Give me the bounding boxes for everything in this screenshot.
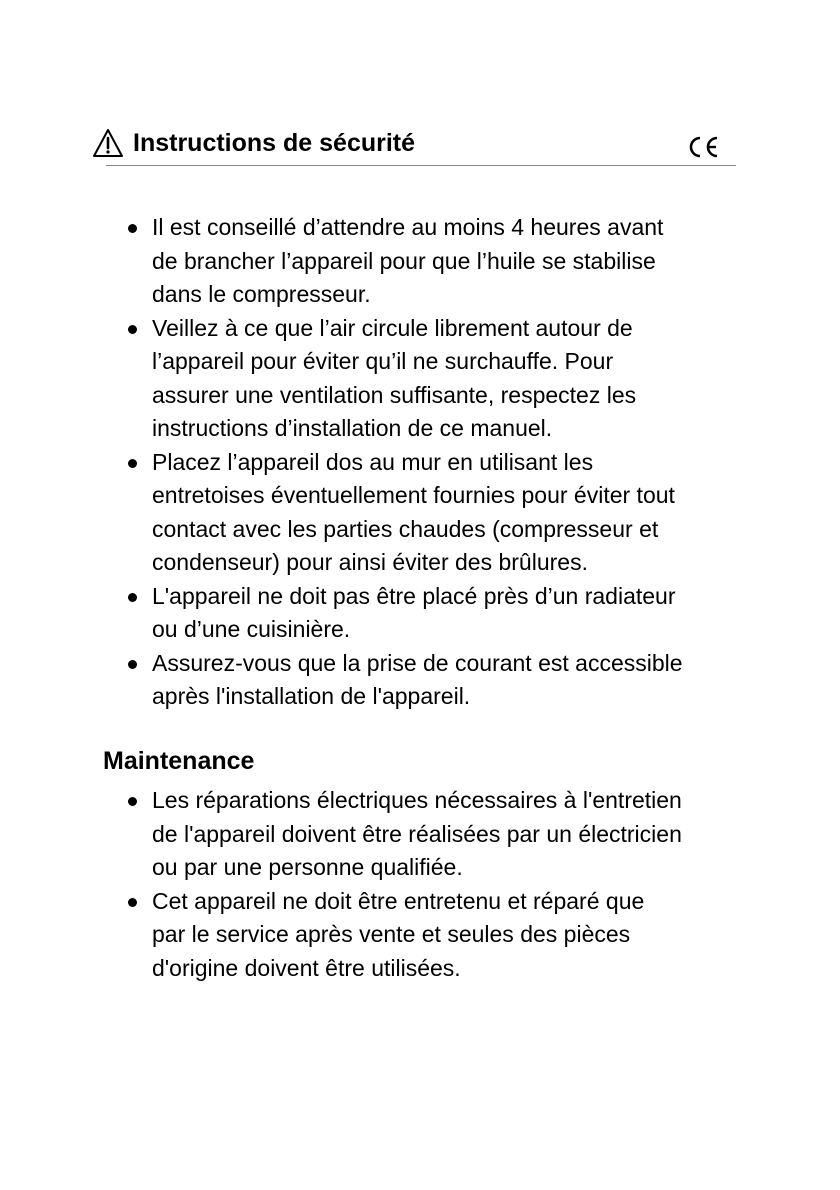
list-item (128, 784, 768, 885)
list-item-text: Assurez-vous que la prise de courant est accessible après l'installation de l'appareil. (152, 649, 683, 709)
list-item (128, 312, 768, 446)
list-item (128, 580, 768, 647)
list-item-text: Veillez à ce que l’air circule librement autour de l’appareil pour éviter qu’il ne surchauffe. Pour assurer une ventilation suffisante, respectez les instructions d’installation de ce manuel. (152, 314, 637, 441)
list-item (128, 446, 768, 580)
bullet-icon (128, 797, 137, 806)
ce-mark-icon (685, 134, 721, 160)
list-item (128, 647, 768, 714)
page-title: Instructions de sécurité (133, 129, 416, 157)
safety-instructions-list (128, 211, 768, 714)
bullet-icon (128, 898, 137, 907)
list-item (128, 211, 768, 312)
list-item-text: Il est conseillé d’attendre au moins 4 heures avant de brancher l’appareil pour que l’huile se stabilise dans le compresseur. (152, 214, 664, 307)
list-item-text: Placez l’appareil dos au mur en utilisant les entretoises éventuellement fournies pour éviter tout contact avec les parties chaudes (compresseur et condenseur) pour ainsi éviter des brûlures. (152, 448, 675, 575)
bullet-icon (128, 224, 137, 233)
section-header (92, 126, 736, 166)
bullet-icon (128, 593, 137, 602)
bullet-icon (128, 459, 137, 468)
list-item-text: L'appareil ne doit pas être placé près d’un radiateur ou d’une cuisinière. (152, 582, 676, 642)
list-item (128, 885, 768, 986)
bullet-icon (128, 660, 137, 669)
list-item-text: Cet appareil ne doit être entretenu et réparé que par le service après vente et seules des pièces d'origine doivent être utilisées. (152, 887, 645, 981)
warning-triangle-icon (92, 128, 124, 158)
maintenance-list (128, 784, 768, 985)
bullet-icon (128, 325, 137, 334)
header-divider (106, 165, 736, 166)
list-item-text: Les réparations électriques nécessaires à l'entretien de l'appareil doivent être réalisées par un électricien ou par une personne qualifiée. (152, 787, 682, 880)
maintenance-heading: Maintenance (103, 747, 255, 775)
